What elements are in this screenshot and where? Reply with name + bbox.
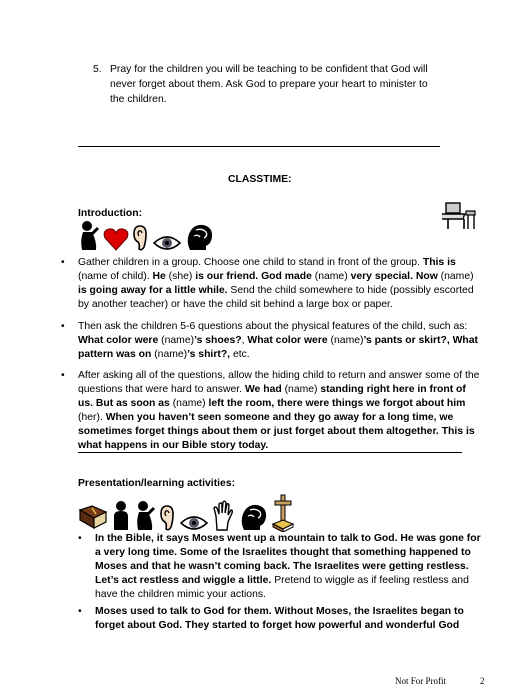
text-run: is our friend. God made bbox=[195, 271, 312, 282]
item-text: Pray for the children you will be teaching to be confident that God will never forget about them. Ask God to prepare your heart to minister to the children. bbox=[110, 64, 428, 105]
divider-line bbox=[78, 146, 440, 147]
text-run: left the room, there were things we forgot about him bbox=[208, 398, 466, 409]
text-run: We had bbox=[244, 384, 282, 395]
hand-icon bbox=[211, 500, 235, 532]
intro-bullet-3 bbox=[61, 369, 482, 453]
footer-label: Not For Profit bbox=[395, 676, 447, 686]
person-silhouette-icon bbox=[111, 500, 131, 532]
bible-book-icon bbox=[78, 500, 108, 532]
ear-icon bbox=[159, 504, 177, 532]
thinking-head-icon bbox=[238, 502, 268, 532]
text-run: (name) bbox=[437, 271, 474, 282]
text-run: After asking all of the questions, allow the hiding child to return and answer some of the questions that were hard to answer. bbox=[78, 370, 480, 395]
praying-child-icon bbox=[134, 500, 156, 532]
text-run: is going away for a little while. bbox=[78, 285, 228, 296]
intro-icon-row bbox=[78, 220, 214, 252]
text-run: When you haven’t seen someone and they go away for a long time, we sometimes forget things about them or just forget about them altogether. This is what happens in our Bible story today. bbox=[78, 412, 475, 451]
text-run: Moses used to talk to God for them. Without Moses, the Israelites began to forget about God. They started to forget how powerful and wonderful God bbox=[95, 606, 464, 631]
eye-icon bbox=[180, 514, 208, 532]
bullet-dot: • bbox=[61, 321, 65, 332]
bullet-text bbox=[95, 606, 464, 631]
bullet-dot: • bbox=[61, 370, 65, 381]
text-run: ’s pants or skirt?, What pattern was on bbox=[78, 335, 478, 360]
text-run: Gather children in a group. Choose one child to stand in front of the group. bbox=[78, 257, 423, 268]
text-run: (name) bbox=[311, 271, 351, 282]
presentation-bullet-2 bbox=[78, 605, 485, 633]
eye-icon bbox=[153, 234, 181, 252]
text-run: This is bbox=[422, 257, 456, 268]
page-number: 2 bbox=[480, 676, 485, 686]
text-run: In the Bible, it says Moses went up a mountain to talk to God. He was gone for a very long time. Some of the Israelites thought that something happened to Moses and that he wasn’t coming back. The Israelites were getting restless. Let’s act restless and wiggle a little. bbox=[95, 533, 481, 586]
presentation-heading: Presentation/learning activities: bbox=[78, 478, 236, 489]
presentation-icon-row bbox=[78, 494, 295, 532]
text-run: standing right here in front of us. But as soon as bbox=[78, 384, 466, 409]
heart-icon bbox=[103, 226, 129, 252]
text-run: (name) bbox=[327, 335, 364, 346]
bullet-dot: • bbox=[61, 257, 65, 268]
text-run: (name of child). bbox=[78, 271, 153, 282]
text-run: (she) bbox=[165, 271, 196, 282]
introduction-heading: Introduction: bbox=[78, 208, 143, 219]
text-run: Pretend to wiggle as if feeling restless and have the children mimic your actions. bbox=[95, 575, 469, 600]
ear-icon bbox=[132, 224, 150, 252]
text-run: very special. Now bbox=[350, 271, 438, 282]
intro-bullet-2 bbox=[61, 320, 482, 362]
text-run: ’s shirt?, bbox=[187, 349, 231, 360]
thinking-head-icon bbox=[184, 222, 214, 252]
bullet-text bbox=[78, 321, 478, 360]
bullet-text bbox=[78, 257, 474, 310]
text-run: What color were bbox=[78, 335, 159, 346]
bullet-dot: • bbox=[78, 606, 82, 617]
text-run: (name) bbox=[151, 349, 188, 360]
text-run: He bbox=[152, 271, 166, 282]
praying-child-icon bbox=[78, 220, 100, 252]
text-run: What color were bbox=[247, 335, 328, 346]
text-run: ’s shoes? bbox=[194, 335, 242, 346]
item-number: 5. bbox=[93, 64, 102, 75]
text-run: , bbox=[241, 335, 248, 346]
text-run: (name) bbox=[281, 384, 321, 395]
text-run: etc. bbox=[230, 349, 250, 360]
school-desk-icon bbox=[442, 201, 478, 231]
cross-bible-icon bbox=[271, 494, 295, 532]
bullet-text bbox=[95, 533, 481, 600]
text-run: (name) bbox=[169, 398, 209, 409]
bullet-dot: • bbox=[78, 533, 82, 544]
presentation-bullet-1 bbox=[78, 532, 485, 602]
divider-line bbox=[78, 452, 462, 453]
text-run: Then ask the children 5-6 questions about the physical features of the child, such as: bbox=[78, 321, 468, 332]
text-run: (name) bbox=[158, 335, 195, 346]
intro-bullet-1 bbox=[61, 256, 482, 312]
classtime-title: CLASSTIME: bbox=[228, 174, 292, 185]
text-run: (her). bbox=[78, 412, 106, 423]
bullet-text bbox=[78, 370, 479, 451]
text-run: Send the child somewhere to hide (possibly escorted by another teacher) or have the child sit behind a large box or paper. bbox=[78, 285, 474, 310]
